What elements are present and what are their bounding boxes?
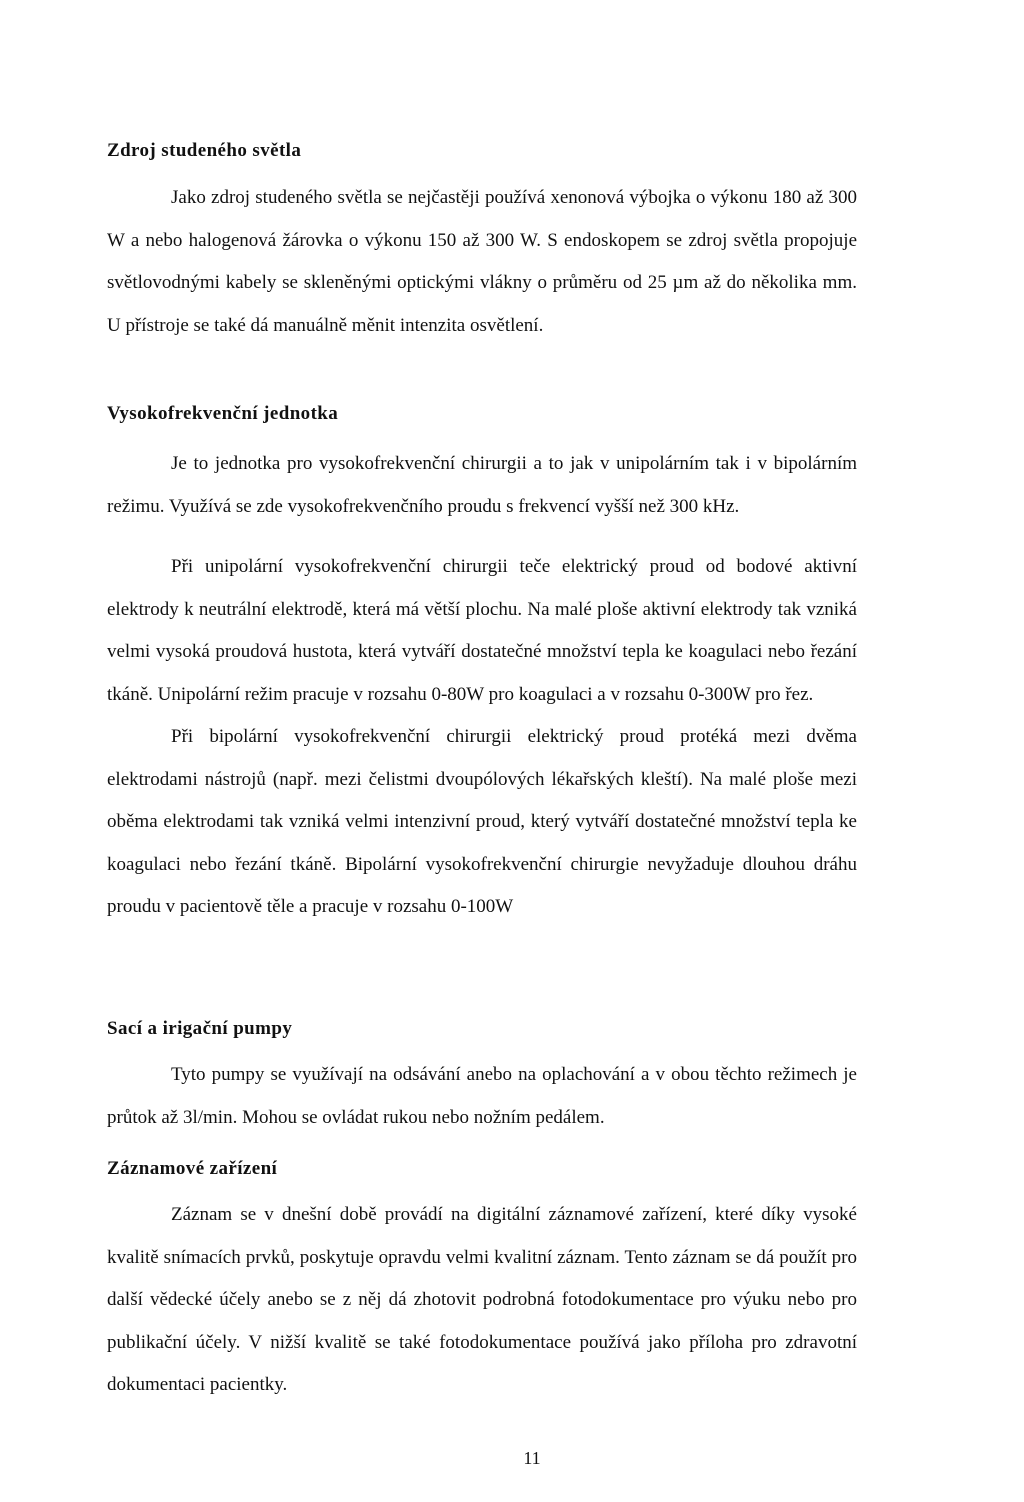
section-hf-unit <box>107 403 857 929</box>
section-heading: Záznamové zařízení <box>107 1158 278 1179</box>
paragraph: Je to jednotka pro vysokofrekvenční chirurgii a to jak v unipolárním tak i v bipolárním režimu. Využívá se zde vysokofrekvenčního proudu s frekvencí vyšší než 300 kHz. <box>107 453 857 517</box>
paragraph: Při unipolární vysokofrekvenční chirurgii teče elektrický proud od bodové aktivní elektrody k neutrální elektrodě, která má větší plochu. Na malé ploše aktivní elektrody tak vzniká velmi vysoká proudová hustota, která vytváří dostatečné množství tepla ke koagulaci nebo řezání tkáně. Unipolární režim pracuje v rozsahu 0-80W pro koagulaci a v rozsahu 0-300W pro řez. <box>107 556 857 705</box>
section-cold-light <box>107 140 857 347</box>
paragraph: Při bipolární vysokofrekvenční chirurgii elektrický proud protéká mezi dvěma elektrodami nástrojů (např. mezi čelistmi dvoupólových lékařských kleští). Na malé ploše mezi oběma elektrodami tak vzniká velmi intenzivní proud, který vytváří dostatečné množství tepla ke koagulaci nebo řezání tkáně. Bipolární vysokofrekvenční chirurgie nevyžaduje dlouhou dráhu proudu v pacientově těle a pracuje v rozsahu 0-100W <box>107 726 857 917</box>
page-number: 11 <box>523 1448 541 1468</box>
section-heading: Zdroj studeného světla <box>107 140 302 161</box>
section-pumps <box>107 1018 857 1139</box>
paragraph: Jako zdroj studeného světla se nejčastěji používá xenonová výbojka o výkonu 180 až 300 W a nebo halogenová žárovka o výkonu 150 až 300 W. S endoskopem se zdroj světla propojuje světlovodnými kabely se skleněnými optickými vlákny o průměru od 25 µm až do několika mm. U přístroje se také dá manuálně měnit intenzita osvětlení. <box>107 187 857 336</box>
section-heading: Sací a irigační pumpy <box>107 1018 293 1039</box>
paragraph: Záznam se v dnešní době provádí na digitální záznamové zařízení, které díky vysoké kvalitě snímacích prvků, poskytuje opravdu velmi kvalitní záznam. Tento záznam se dá použít pro další vědecké účely anebo se z něj dá zhotovit podrobná fotodokumentace pro výuku nebo pro publikační účely. V nižší kvalitě se také fotodokumentace používá jako příloha pro zdravotní dokumentaci pacientky. <box>107 1204 857 1395</box>
section-recording <box>107 1158 857 1407</box>
paragraph: Tyto pumpy se využívají na odsávání anebo na oplachování a v obou těchto režimech je průtok až 3l/min. Mohou se ovládat rukou nebo nožním pedálem. <box>107 1064 857 1128</box>
section-heading: Vysokofrekvenční jednotka <box>107 403 339 424</box>
